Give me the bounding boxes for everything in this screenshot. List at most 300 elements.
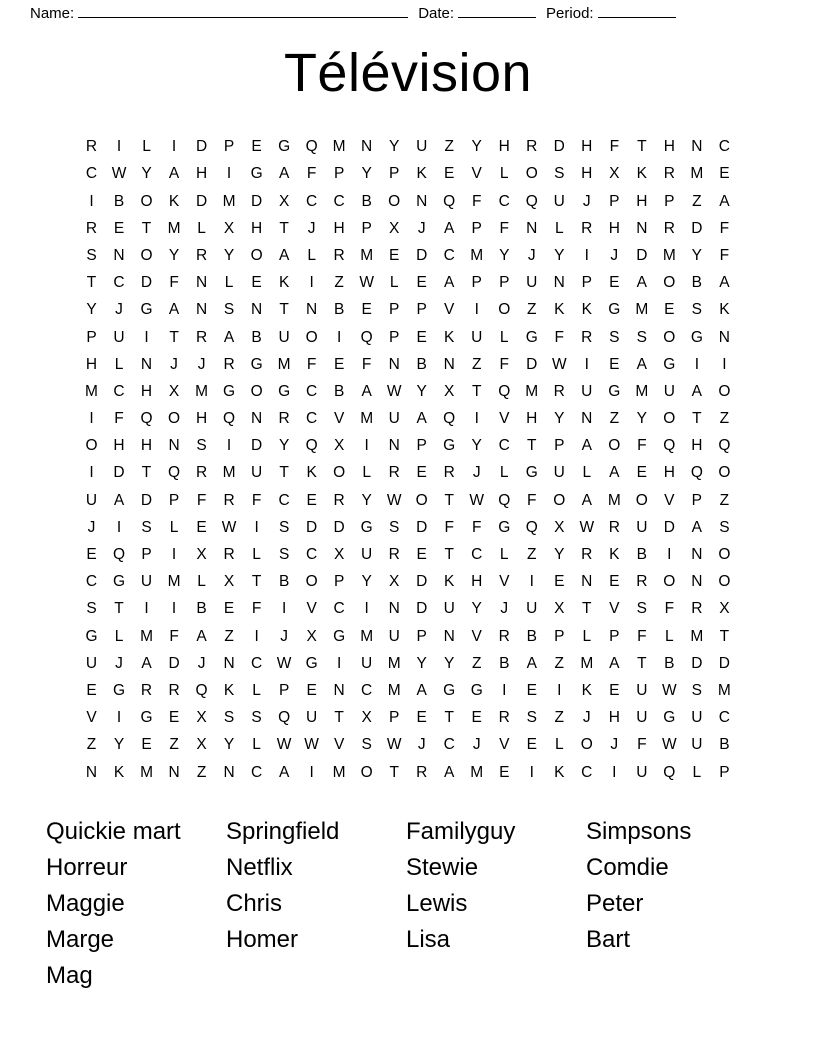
grid-cell[interactable]: C: [443, 246, 455, 264]
grid-cell[interactable]: N: [691, 138, 703, 156]
grid-cell[interactable]: G: [663, 355, 676, 373]
grid-cell[interactable]: R: [195, 328, 208, 346]
grid-cell[interactable]: S: [389, 518, 400, 536]
grid-cell[interactable]: X: [196, 736, 207, 754]
grid-cell[interactable]: P: [664, 192, 675, 210]
grid-cell[interactable]: N: [388, 437, 400, 455]
grid-cell[interactable]: W: [386, 382, 402, 400]
grid-cell[interactable]: I: [309, 274, 314, 292]
grid-cell[interactable]: N: [581, 573, 593, 591]
grid-cell[interactable]: X: [278, 192, 290, 210]
grid-cell[interactable]: R: [663, 219, 675, 237]
grid-cell[interactable]: Y: [223, 246, 235, 264]
grid-cell[interactable]: T: [444, 546, 454, 564]
grid-cell[interactable]: M: [140, 627, 153, 645]
grid-cell[interactable]: G: [525, 464, 538, 482]
grid-cell[interactable]: N: [168, 763, 180, 781]
grid-cell[interactable]: R: [553, 382, 565, 400]
grid-cell[interactable]: I: [474, 410, 479, 428]
grid-cell[interactable]: P: [416, 301, 427, 319]
grid-cell[interactable]: Z: [719, 491, 730, 509]
grid-cell[interactable]: C: [471, 546, 483, 564]
grid-cell[interactable]: E: [416, 546, 427, 564]
grid-cell[interactable]: K: [278, 274, 290, 292]
grid-cell[interactable]: F: [444, 518, 454, 536]
grid-cell[interactable]: L: [142, 138, 151, 156]
grid-cell[interactable]: C: [498, 192, 510, 210]
grid-cell[interactable]: E: [333, 355, 345, 373]
grid-cell[interactable]: Q: [360, 328, 373, 346]
grid-cell[interactable]: G: [608, 382, 621, 400]
grid-cell[interactable]: S: [223, 709, 235, 727]
grid-cell[interactable]: E: [86, 546, 97, 564]
grid-cell[interactable]: B: [499, 654, 510, 672]
grid-cell[interactable]: A: [719, 192, 730, 210]
grid-cell[interactable]: Q: [498, 382, 511, 400]
grid-cell[interactable]: T: [141, 219, 152, 237]
grid-cell[interactable]: W: [359, 274, 374, 292]
grid-cell[interactable]: D: [168, 654, 180, 672]
grid-cell[interactable]: M: [635, 382, 649, 400]
grid-cell[interactable]: N: [691, 546, 703, 564]
grid-cell[interactable]: R: [85, 138, 98, 156]
grid-cell[interactable]: Q: [305, 437, 318, 455]
grid-cell[interactable]: U: [581, 382, 593, 400]
grid-cell[interactable]: M: [222, 464, 236, 482]
grid-cell[interactable]: I: [667, 546, 672, 564]
grid-cell[interactable]: J: [115, 654, 123, 672]
grid-cell[interactable]: F: [719, 246, 730, 264]
grid-cell[interactable]: A: [168, 301, 180, 319]
word-list-item[interactable]: Peter: [586, 889, 644, 917]
grid-cell[interactable]: H: [498, 138, 510, 156]
grid-cell[interactable]: E: [416, 464, 427, 482]
grid-cell[interactable]: H: [663, 138, 675, 156]
grid-cell[interactable]: U: [306, 709, 318, 727]
grid-cell[interactable]: X: [223, 573, 235, 591]
grid-cell[interactable]: V: [499, 736, 510, 754]
grid-cell[interactable]: T: [251, 573, 262, 591]
grid-cell[interactable]: U: [526, 600, 538, 618]
grid-cell[interactable]: L: [252, 546, 261, 564]
grid-cell[interactable]: Z: [196, 763, 207, 781]
grid-cell[interactable]: U: [636, 681, 648, 699]
grid-cell[interactable]: F: [251, 491, 262, 509]
grid-cell[interactable]: A: [636, 274, 647, 292]
grid-cell[interactable]: I: [529, 763, 534, 781]
grid-cell[interactable]: G: [278, 382, 291, 400]
grid-cell[interactable]: Q: [525, 192, 538, 210]
grid-cell[interactable]: L: [197, 219, 206, 237]
grid-cell[interactable]: M: [635, 301, 649, 319]
grid-cell[interactable]: C: [581, 763, 593, 781]
grid-cell[interactable]: B: [526, 627, 537, 645]
grid-cell[interactable]: E: [141, 736, 152, 754]
grid-cell[interactable]: P: [554, 437, 565, 455]
grid-cell[interactable]: S: [251, 709, 262, 727]
grid-cell[interactable]: R: [691, 600, 703, 618]
grid-cell[interactable]: W: [221, 518, 237, 536]
grid-cell[interactable]: R: [498, 627, 510, 645]
grid-cell[interactable]: E: [251, 138, 262, 156]
grid-cell[interactable]: T: [334, 709, 344, 727]
grid-cell[interactable]: K: [719, 301, 730, 319]
grid-cell[interactable]: P: [609, 192, 620, 210]
grid-cell[interactable]: J: [582, 192, 591, 210]
grid-cell[interactable]: L: [665, 627, 674, 645]
grid-cell[interactable]: M: [222, 192, 236, 210]
grid-cell[interactable]: X: [719, 600, 730, 618]
grid-cell[interactable]: E: [416, 274, 427, 292]
grid-cell[interactable]: Z: [471, 654, 482, 672]
grid-cell[interactable]: Y: [499, 246, 510, 264]
grid-cell[interactable]: G: [443, 681, 456, 699]
grid-cell[interactable]: N: [195, 301, 208, 319]
grid-cell[interactable]: I: [144, 328, 149, 346]
grid-cell[interactable]: P: [389, 301, 400, 319]
grid-cell[interactable]: Q: [443, 192, 456, 210]
grid-cell[interactable]: S: [691, 301, 703, 319]
grid-cell[interactable]: Q: [663, 437, 676, 455]
grid-cell[interactable]: K: [581, 681, 592, 699]
grid-cell[interactable]: O: [663, 274, 676, 292]
grid-cell[interactable]: M: [360, 246, 374, 264]
grid-cell[interactable]: N: [416, 192, 428, 210]
grid-cell[interactable]: V: [499, 573, 510, 591]
grid-cell[interactable]: C: [278, 491, 290, 509]
grid-cell[interactable]: A: [526, 654, 537, 672]
grid-cell[interactable]: U: [250, 464, 263, 482]
grid-cell[interactable]: Y: [471, 437, 482, 455]
grid-cell[interactable]: D: [306, 518, 318, 536]
grid-cell[interactable]: A: [609, 654, 620, 672]
grid-cell[interactable]: S: [636, 328, 647, 346]
grid-cell[interactable]: R: [581, 546, 593, 564]
grid-cell[interactable]: O: [718, 546, 731, 564]
grid-cell[interactable]: U: [553, 464, 565, 482]
grid-cell[interactable]: C: [361, 681, 373, 699]
grid-cell[interactable]: V: [333, 736, 345, 754]
grid-cell[interactable]: D: [691, 654, 703, 672]
grid-cell[interactable]: P: [609, 627, 620, 645]
grid-cell[interactable]: J: [417, 219, 426, 237]
grid-cell[interactable]: A: [223, 328, 235, 346]
grid-cell[interactable]: K: [306, 464, 317, 482]
grid-cell[interactable]: E: [251, 274, 262, 292]
grid-cell[interactable]: O: [305, 328, 318, 346]
grid-cell[interactable]: E: [168, 709, 180, 727]
grid-cell[interactable]: U: [361, 654, 373, 672]
grid-cell[interactable]: U: [691, 709, 703, 727]
grid-cell[interactable]: F: [471, 192, 482, 210]
grid-cell[interactable]: J: [197, 355, 206, 373]
grid-cell[interactable]: O: [663, 573, 676, 591]
grid-cell[interactable]: I: [474, 301, 479, 319]
grid-cell[interactable]: S: [141, 518, 152, 536]
grid-cell[interactable]: M: [360, 627, 374, 645]
grid-cell[interactable]: M: [332, 763, 346, 781]
word-list-item[interactable]: Springfield: [226, 817, 340, 845]
grid-cell[interactable]: C: [250, 763, 263, 781]
grid-cell[interactable]: F: [499, 355, 509, 373]
grid-cell[interactable]: Z: [609, 410, 620, 428]
grid-cell[interactable]: E: [526, 681, 537, 699]
grid-cell[interactable]: V: [471, 627, 482, 645]
grid-cell[interactable]: Y: [361, 491, 372, 509]
grid-cell[interactable]: Z: [224, 627, 234, 645]
grid-cell[interactable]: L: [252, 681, 261, 699]
grid-cell[interactable]: W: [551, 355, 567, 373]
grid-cell[interactable]: M: [580, 654, 594, 672]
word-list-item[interactable]: Marge: [46, 925, 115, 953]
grid-cell[interactable]: V: [664, 491, 675, 509]
grid-cell[interactable]: E: [361, 301, 372, 319]
grid-cell[interactable]: I: [694, 355, 699, 373]
grid-cell[interactable]: U: [140, 573, 153, 591]
grid-cell[interactable]: R: [223, 355, 235, 373]
grid-cell[interactable]: G: [663, 709, 676, 727]
grid-cell[interactable]: H: [195, 165, 208, 183]
grid-cell[interactable]: Y: [471, 138, 482, 156]
grid-cell[interactable]: L: [389, 274, 399, 292]
grid-cell[interactable]: J: [170, 355, 178, 373]
grid-cell[interactable]: M: [387, 681, 401, 699]
grid-cell[interactable]: X: [196, 709, 207, 727]
grid-cell[interactable]: G: [250, 165, 263, 183]
grid-cell[interactable]: V: [609, 600, 620, 618]
grid-cell[interactable]: E: [223, 600, 235, 618]
grid-cell[interactable]: A: [691, 518, 703, 536]
grid-cell[interactable]: N: [691, 573, 703, 591]
grid-cell[interactable]: S: [636, 600, 647, 618]
grid-cell[interactable]: Z: [471, 355, 482, 373]
grid-cell[interactable]: Z: [527, 546, 537, 564]
grid-cell[interactable]: D: [416, 600, 428, 618]
grid-cell[interactable]: G: [498, 518, 511, 536]
grid-cell[interactable]: I: [226, 437, 232, 455]
word-list-item[interactable]: Netflix: [226, 853, 293, 881]
grid-cell[interactable]: A: [196, 627, 207, 645]
grid-cell[interactable]: F: [251, 600, 262, 618]
grid-cell[interactable]: G: [525, 328, 538, 346]
grid-cell[interactable]: G: [250, 355, 263, 373]
grid-cell[interactable]: S: [223, 301, 235, 319]
grid-cell[interactable]: U: [443, 600, 455, 618]
grid-cell[interactable]: D: [140, 274, 153, 292]
grid-cell[interactable]: B: [416, 355, 427, 373]
grid-cell[interactable]: U: [113, 328, 125, 346]
grid-cell[interactable]: K: [554, 301, 565, 319]
grid-cell[interactable]: L: [554, 736, 564, 754]
grid-cell[interactable]: X: [361, 709, 372, 727]
grid-cell[interactable]: J: [582, 709, 591, 727]
grid-cell[interactable]: O: [608, 437, 621, 455]
grid-cell[interactable]: Z: [444, 138, 454, 156]
grid-cell[interactable]: F: [306, 355, 317, 373]
grid-cell[interactable]: F: [637, 437, 647, 455]
grid-cell[interactable]: T: [719, 627, 730, 645]
grid-cell[interactable]: N: [113, 246, 125, 264]
grid-cell[interactable]: P: [278, 681, 290, 699]
grid-cell[interactable]: Q: [443, 410, 456, 428]
grid-cell[interactable]: C: [306, 410, 318, 428]
grid-cell[interactable]: C: [113, 382, 125, 400]
grid-cell[interactable]: U: [526, 274, 538, 292]
grid-cell[interactable]: N: [333, 681, 345, 699]
grid-cell[interactable]: U: [636, 763, 648, 781]
grid-cell[interactable]: M: [360, 410, 374, 428]
grid-cell[interactable]: U: [85, 654, 98, 672]
grid-cell[interactable]: O: [718, 382, 731, 400]
grid-cell[interactable]: C: [250, 654, 263, 672]
grid-cell[interactable]: B: [113, 192, 125, 210]
grid-cell[interactable]: K: [444, 328, 455, 346]
grid-cell[interactable]: Z: [169, 736, 179, 754]
grid-cell[interactable]: H: [663, 464, 675, 482]
word-list-item[interactable]: Familyguy: [406, 817, 516, 845]
grid-cell[interactable]: E: [609, 274, 620, 292]
grid-cell[interactable]: F: [527, 491, 537, 509]
grid-cell[interactable]: Y: [554, 410, 565, 428]
grid-cell[interactable]: I: [89, 192, 94, 210]
grid-cell[interactable]: P: [333, 573, 345, 591]
grid-cell[interactable]: O: [718, 464, 731, 482]
grid-cell[interactable]: U: [388, 627, 400, 645]
word-list-item[interactable]: Comdie: [586, 853, 669, 881]
grid-cell[interactable]: B: [333, 382, 345, 400]
grid-cell[interactable]: C: [306, 546, 318, 564]
grid-cell[interactable]: N: [250, 301, 263, 319]
grid-cell[interactable]: Q: [223, 410, 236, 428]
grid-cell[interactable]: G: [470, 681, 483, 699]
grid-cell[interactable]: P: [333, 165, 345, 183]
grid-cell[interactable]: H: [581, 165, 593, 183]
grid-cell[interactable]: G: [333, 627, 346, 645]
grid-cell[interactable]: N: [250, 410, 263, 428]
grid-cell[interactable]: R: [498, 709, 510, 727]
grid-cell[interactable]: J: [472, 464, 481, 482]
grid-cell[interactable]: M: [85, 382, 98, 400]
grid-cell[interactable]: C: [498, 437, 510, 455]
grid-cell[interactable]: I: [722, 355, 727, 373]
grid-cell[interactable]: F: [499, 219, 509, 237]
grid-cell[interactable]: O: [663, 410, 676, 428]
grid-cell[interactable]: C: [718, 709, 730, 727]
grid-cell[interactable]: O: [663, 328, 676, 346]
grid-cell[interactable]: U: [361, 546, 373, 564]
word-list-item[interactable]: Chris: [226, 889, 283, 917]
grid-cell[interactable]: R: [636, 573, 648, 591]
grid-cell[interactable]: E: [416, 328, 427, 346]
grid-cell[interactable]: I: [584, 246, 589, 264]
grid-cell[interactable]: E: [526, 736, 537, 754]
grid-cell[interactable]: L: [197, 573, 206, 591]
grid-cell[interactable]: T: [444, 709, 454, 727]
grid-cell[interactable]: F: [664, 600, 675, 618]
grid-cell[interactable]: B: [278, 573, 290, 591]
grid-cell[interactable]: A: [444, 763, 455, 781]
grid-cell[interactable]: R: [223, 491, 235, 509]
grid-cell[interactable]: T: [141, 464, 152, 482]
grid-cell[interactable]: Q: [498, 491, 511, 509]
grid-cell[interactable]: C: [333, 192, 345, 210]
grid-cell[interactable]: F: [114, 410, 124, 428]
grid-cell[interactable]: O: [360, 763, 373, 781]
grid-cell[interactable]: M: [167, 219, 181, 237]
grid-cell[interactable]: I: [529, 573, 534, 591]
grid-cell[interactable]: I: [116, 138, 122, 156]
grid-cell[interactable]: H: [608, 709, 620, 727]
grid-cell[interactable]: J: [307, 219, 316, 237]
grid-cell[interactable]: C: [443, 736, 455, 754]
grid-cell[interactable]: J: [610, 246, 619, 264]
grid-cell[interactable]: I: [171, 138, 177, 156]
grid-cell[interactable]: I: [281, 600, 287, 618]
grid-cell[interactable]: T: [279, 464, 289, 482]
grid-cell[interactable]: X: [306, 627, 317, 645]
grid-cell[interactable]: F: [471, 518, 482, 536]
grid-cell[interactable]: H: [140, 437, 153, 455]
grid-cell[interactable]: L: [114, 627, 124, 645]
grid-cell[interactable]: U: [636, 518, 648, 536]
grid-cell[interactable]: L: [499, 464, 509, 482]
grid-cell[interactable]: H: [636, 192, 648, 210]
grid-cell[interactable]: T: [279, 301, 289, 319]
grid-cell[interactable]: E: [554, 573, 565, 591]
period-write-line[interactable]: [598, 4, 676, 18]
grid-cell[interactable]: B: [361, 192, 372, 210]
grid-cell[interactable]: F: [609, 138, 620, 156]
grid-cell[interactable]: V: [86, 709, 97, 727]
grid-cell[interactable]: U: [471, 328, 483, 346]
grid-cell[interactable]: Y: [554, 246, 565, 264]
grid-cell[interactable]: P: [168, 491, 180, 509]
grid-cell[interactable]: T: [444, 491, 454, 509]
grid-cell[interactable]: Y: [86, 301, 97, 319]
grid-cell[interactable]: P: [471, 274, 482, 292]
grid-cell[interactable]: I: [254, 518, 259, 536]
grid-cell[interactable]: I: [226, 165, 232, 183]
grid-cell[interactable]: O: [498, 301, 511, 319]
grid-cell[interactable]: R: [140, 681, 153, 699]
grid-cell[interactable]: S: [278, 546, 290, 564]
grid-cell[interactable]: C: [85, 165, 98, 183]
grid-cell[interactable]: E: [719, 165, 730, 183]
grid-cell[interactable]: Q: [663, 763, 676, 781]
grid-cell[interactable]: M: [717, 681, 731, 699]
grid-cell[interactable]: M: [690, 627, 704, 645]
grid-cell[interactable]: E: [636, 464, 647, 482]
grid-cell[interactable]: N: [553, 274, 565, 292]
grid-cell[interactable]: M: [470, 763, 484, 781]
grid-cell[interactable]: D: [140, 491, 153, 509]
grid-cell[interactable]: M: [607, 491, 621, 509]
grid-cell[interactable]: D: [250, 437, 263, 455]
grid-cell[interactable]: R: [195, 464, 208, 482]
word-list-item[interactable]: Homer: [226, 925, 299, 953]
grid-cell[interactable]: G: [608, 301, 621, 319]
grid-cell[interactable]: X: [444, 382, 455, 400]
grid-cell[interactable]: W: [662, 681, 677, 699]
grid-cell[interactable]: H: [333, 219, 345, 237]
grid-cell[interactable]: D: [718, 654, 730, 672]
grid-cell[interactable]: N: [140, 355, 153, 373]
word-list-item[interactable]: Quickie mart: [46, 817, 181, 845]
grid-cell[interactable]: C: [85, 573, 98, 591]
grid-cell[interactable]: F: [169, 274, 179, 292]
grid-cell[interactable]: F: [719, 219, 730, 237]
grid-cell[interactable]: T: [471, 382, 482, 400]
